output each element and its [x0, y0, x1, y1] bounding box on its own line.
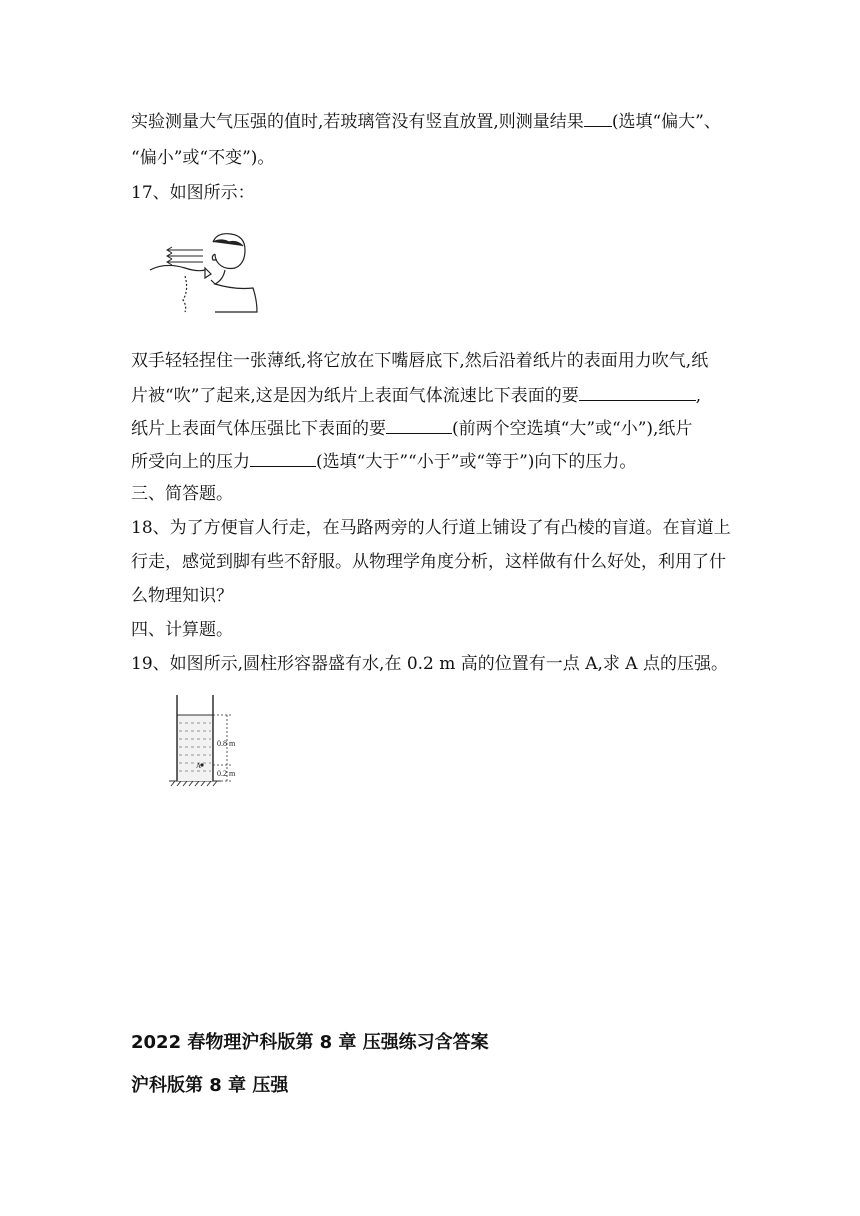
document-title: 2022 春物理沪科版第 8 章 压强练习含答案 — [131, 1032, 489, 1053]
blowing-paper-figure — [145, 230, 260, 315]
student-figure — [150, 234, 257, 312]
q16-line-1: 实验测量大气压强的值时,若玻璃管没有竖直放置,则测量结果 (选填“偏大”、 — [131, 108, 721, 134]
q17-line-1: 双手轻轻捏住一张薄纸,将它放在下嘴唇底下,然后沿着纸片的表面用力吹气,纸 — [131, 351, 709, 371]
q17-line-3: 纸片上表面气体压强比下表面的要 (前两个空选填“大”或“小”),纸片 — [131, 415, 692, 441]
answer-blank — [584, 108, 612, 127]
ground — [169, 781, 221, 786]
q18-line-2: 行走，感觉到脚有些不舒服。从物理学角度分析，这样做有什么好处，利用了什 — [131, 552, 726, 572]
answer-blank — [250, 448, 316, 467]
water — [177, 715, 213, 781]
q17-line-2: 片被“吹”了起来,这是因为纸片上表面气体流速比下表面的要 , — [131, 382, 701, 408]
q17-heading: 17、如图所示： — [131, 183, 255, 203]
q18-line-3: 么物理知识？ — [131, 586, 233, 606]
dim-upper-label: 0.8 m — [217, 739, 236, 748]
answer-blank — [579, 382, 696, 401]
section-4-heading: 四、计算题。 — [131, 620, 233, 640]
q16-line-2: “偏小”或“不变”)。 — [131, 148, 275, 168]
airflow-arrows — [167, 247, 203, 265]
dim-lower-label: 0.2 m — [217, 769, 236, 778]
q18-line-1: 18、为了方便盲人行走，在马路两旁的人行道上铺设了有凸棱的盲道。在盲道上 — [131, 518, 731, 538]
svg-text:A: A — [196, 762, 202, 770]
chapter-title: 沪科版第 8 章 压强 — [131, 1075, 289, 1096]
q19-line-1: 19、如图所示,圆柱形容器盛有水,在 0.2 m 高的位置有一点 A,求 A 点的压强。 — [131, 654, 728, 674]
section-3-heading: 三、简答题。 — [131, 484, 233, 504]
answer-blank — [386, 415, 452, 434]
q17-line-4: 所受向上的压力 (选填“大于”“小于”或“等于”)向下的压力。 — [131, 448, 636, 474]
cylinder-container-figure — [165, 690, 260, 790]
